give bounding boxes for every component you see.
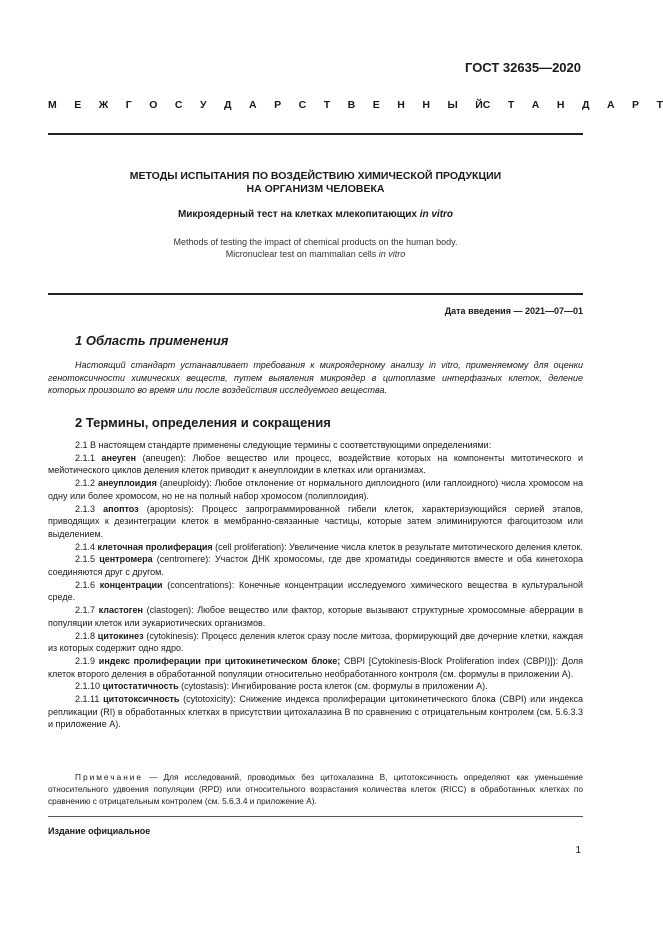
term-definition: [48, 604, 583, 629]
term-number: 2.1.9: [75, 655, 99, 666]
term-number: 2.1.7: [75, 605, 99, 616]
note: [48, 771, 583, 807]
term-number: 2.1.11: [75, 694, 104, 705]
banner-letter: Г: [125, 99, 132, 111]
introduction-date: Дата введения — 2021—07—01: [444, 306, 583, 316]
banner-letter: Д: [224, 99, 232, 111]
banner-letter: Н: [556, 99, 565, 111]
note-label: Примечание: [75, 772, 144, 782]
term-definition: [48, 553, 583, 578]
term-definition: [48, 655, 583, 680]
term-number: 2.1.1: [75, 452, 102, 463]
term-number: 2.1.3: [75, 503, 104, 514]
banner-letter: Н: [422, 99, 430, 111]
banner-letter: Р: [274, 99, 282, 111]
term-definition: [48, 452, 583, 477]
term-text: (aneugen): Любое вещество или процесс, воздействие которых на компоненты митотического и мейотического циклов деления клеток приводит к анеуплоидии в клетках или организмах.: [48, 452, 583, 476]
banner-letter: Н: [397, 99, 405, 111]
footer-rule: [48, 816, 583, 817]
document-subtitle: Микроядерный тест на клетках млекопитающих in vitro: [177, 209, 454, 220]
page-number: 1: [575, 845, 581, 856]
banner-word-interstate: [48, 99, 483, 111]
banner-letter: А: [249, 99, 257, 111]
banner-letter: В: [347, 99, 356, 111]
section-1-text: Настоящий стандарт устанавливает требования к микроядерному анализу in vitro, применяемому для оценки генотоксичности химических веществ, путем выявления микроядер в цитоплазме интерфазных клеток, деление которых произошло во время или после воздействия исследуемого вещества.: [48, 360, 583, 396]
banner-letter: А: [531, 99, 540, 111]
term-text: (clastogen): Любое вещество или фактор, которые вызывают структурные хромосомные аберрации в популяции клеток или эукариотических организмов.: [48, 605, 583, 628]
standard-type-banner: [48, 99, 663, 111]
english-title: [48, 236, 583, 260]
banner-letter: Д: [581, 99, 590, 111]
banner-letter: У: [199, 99, 207, 111]
terms-intro: 2.1 В настоящем стандарте применены следующие термины с соответствующими определениями:: [75, 440, 492, 450]
banner-letter: С: [298, 99, 307, 111]
terms-list: [48, 439, 583, 731]
term-text: (cell proliferation): Увеличение числа клеток в результате митотического деления клеток.: [212, 541, 583, 552]
banner-letter: С: [174, 99, 183, 111]
term-text: (apoptosis): Процесс запрограммированной гибели клеток, характеризующийся серией этапов, приводящих к дезинтеграции клеток в мембранно-связанные частицы, которые затем элиминируются фагоцитозом или выделением.: [48, 503, 583, 539]
title-rule: [48, 293, 583, 295]
title-line-1: МЕТОДЫ ИСПЫТАНИЯ ПО ВОЗДЕЙСТВИЮ ХИМИЧЕСКОЙ ПРОДУКЦИИ: [129, 170, 502, 182]
term-definition: [48, 630, 583, 655]
term-definition: [48, 680, 583, 693]
term-number: 2.1.2: [75, 478, 98, 489]
term-name: кластоген: [98, 605, 143, 616]
banner-letter: Т: [656, 99, 663, 111]
term-name: центромера: [99, 554, 153, 565]
term-definition: [48, 503, 583, 541]
term-number: 2.1.10: [75, 681, 103, 692]
term-definition: [48, 579, 583, 604]
banner-letter: Й: [475, 99, 483, 111]
banner-letter: М: [48, 99, 57, 111]
term-definition: [48, 693, 583, 731]
term-text: CBPI [Cytokinesis-Block Proliferation index (CBPI)]): Доля клеток второго деления в обработанной популяции относительно необработанного контроля (см. формулы в приложении А).: [48, 655, 584, 679]
term-name: цитостатичность: [102, 681, 179, 692]
term-name: анеуплоидия: [97, 478, 157, 489]
term-text: (cytostasis): Ингибирование роста клеток (см. формулы в приложении А).: [178, 681, 488, 692]
banner-letter: Ж: [98, 99, 109, 111]
banner-letter: Т: [507, 99, 515, 111]
banner-letter: А: [606, 99, 615, 111]
term-name: цитотоксичность: [103, 694, 180, 705]
note-text: — Для исследований, проводимых без цитохалазина В, цитотоксичность определяют как уменьшение относительного удвоения популяции (RPD) или относительного возрастания количества клеток (RICC) в обработанных клетках по сравнению с отрицательным контролем (см. 5.6.3.4 и приложение А).: [48, 772, 583, 806]
english-title-line-1: Methods of testing the impact of chemical products on the human body.: [173, 237, 458, 247]
banner-letter: Е: [74, 99, 82, 111]
banner-letter: Т: [323, 99, 331, 111]
banner-letter: С: [482, 99, 491, 111]
banner-letter: Е: [372, 99, 380, 111]
term-number: 2.1.6: [75, 579, 100, 590]
section-2-heading: 2 Термины, определения и сокращения: [75, 415, 331, 430]
term-name: апоптоз: [103, 503, 139, 514]
english-title-line-2: Micronuclear test on mammalian cells in vitro: [225, 249, 406, 259]
banner-letter: О: [149, 99, 158, 111]
section-1-heading: 1 Область применения: [75, 333, 229, 348]
term-number: 2.1.5: [75, 554, 100, 565]
document-title: [48, 170, 583, 196]
term-text: (centromere): Участок ДНК хромосомы, где две хроматиды соединяются вместе и оба кинетохора соединяются друг с другом.: [48, 554, 583, 578]
term-name: анеуген: [101, 452, 137, 463]
banner-word-standard: [483, 99, 663, 111]
term-name: цитокинез: [97, 630, 144, 641]
term-text: (concentrations): Конечные концентрации исследуемого химического вещества в культуральной среде.: [48, 579, 583, 603]
term-number: 2.1.4: [75, 541, 98, 552]
term-name: индекс пролиферации при цитокинетическом блоке;: [98, 655, 341, 666]
standard-number: ГОСТ 32635—2020: [465, 60, 581, 75]
term-definition: [48, 477, 583, 502]
official-edition-label: Издание официальное: [48, 826, 151, 836]
term-text: (cytokinesis): Процесс деления клеток сразу после митоза, формирующий две дочерние клетки, каждая из которых содержит одно ядро.: [48, 630, 583, 654]
term-number: 2.1.8: [75, 630, 98, 641]
banner-letter: Р: [632, 99, 640, 111]
banner-letter: Ы: [447, 99, 458, 111]
term-text: (aneuploidy): Любое отклонение от нормального диплоидного (или гаплоидного) числа хромосом на одну или более хромосом, но не на полный набор хромосом (полиплоидия).: [48, 478, 583, 501]
term-name: концентрации: [99, 579, 163, 590]
header-rule: [48, 133, 583, 135]
term-definition: [48, 541, 583, 554]
term-name: клеточная пролиферация: [97, 541, 213, 552]
term-text: (cytotoxicity): Снижение индекса пролиферации цитокинетического блока (CBPI) или индекса репликации (RI) в обработанных клетках в присутствии цитохалазина В по сравнению с отрицательным контролем (см. 5.6.3.3 и приложение А).: [48, 694, 583, 730]
title-line-2: НА ОРГАНИЗМ ЧЕЛОВЕКА: [246, 183, 385, 195]
